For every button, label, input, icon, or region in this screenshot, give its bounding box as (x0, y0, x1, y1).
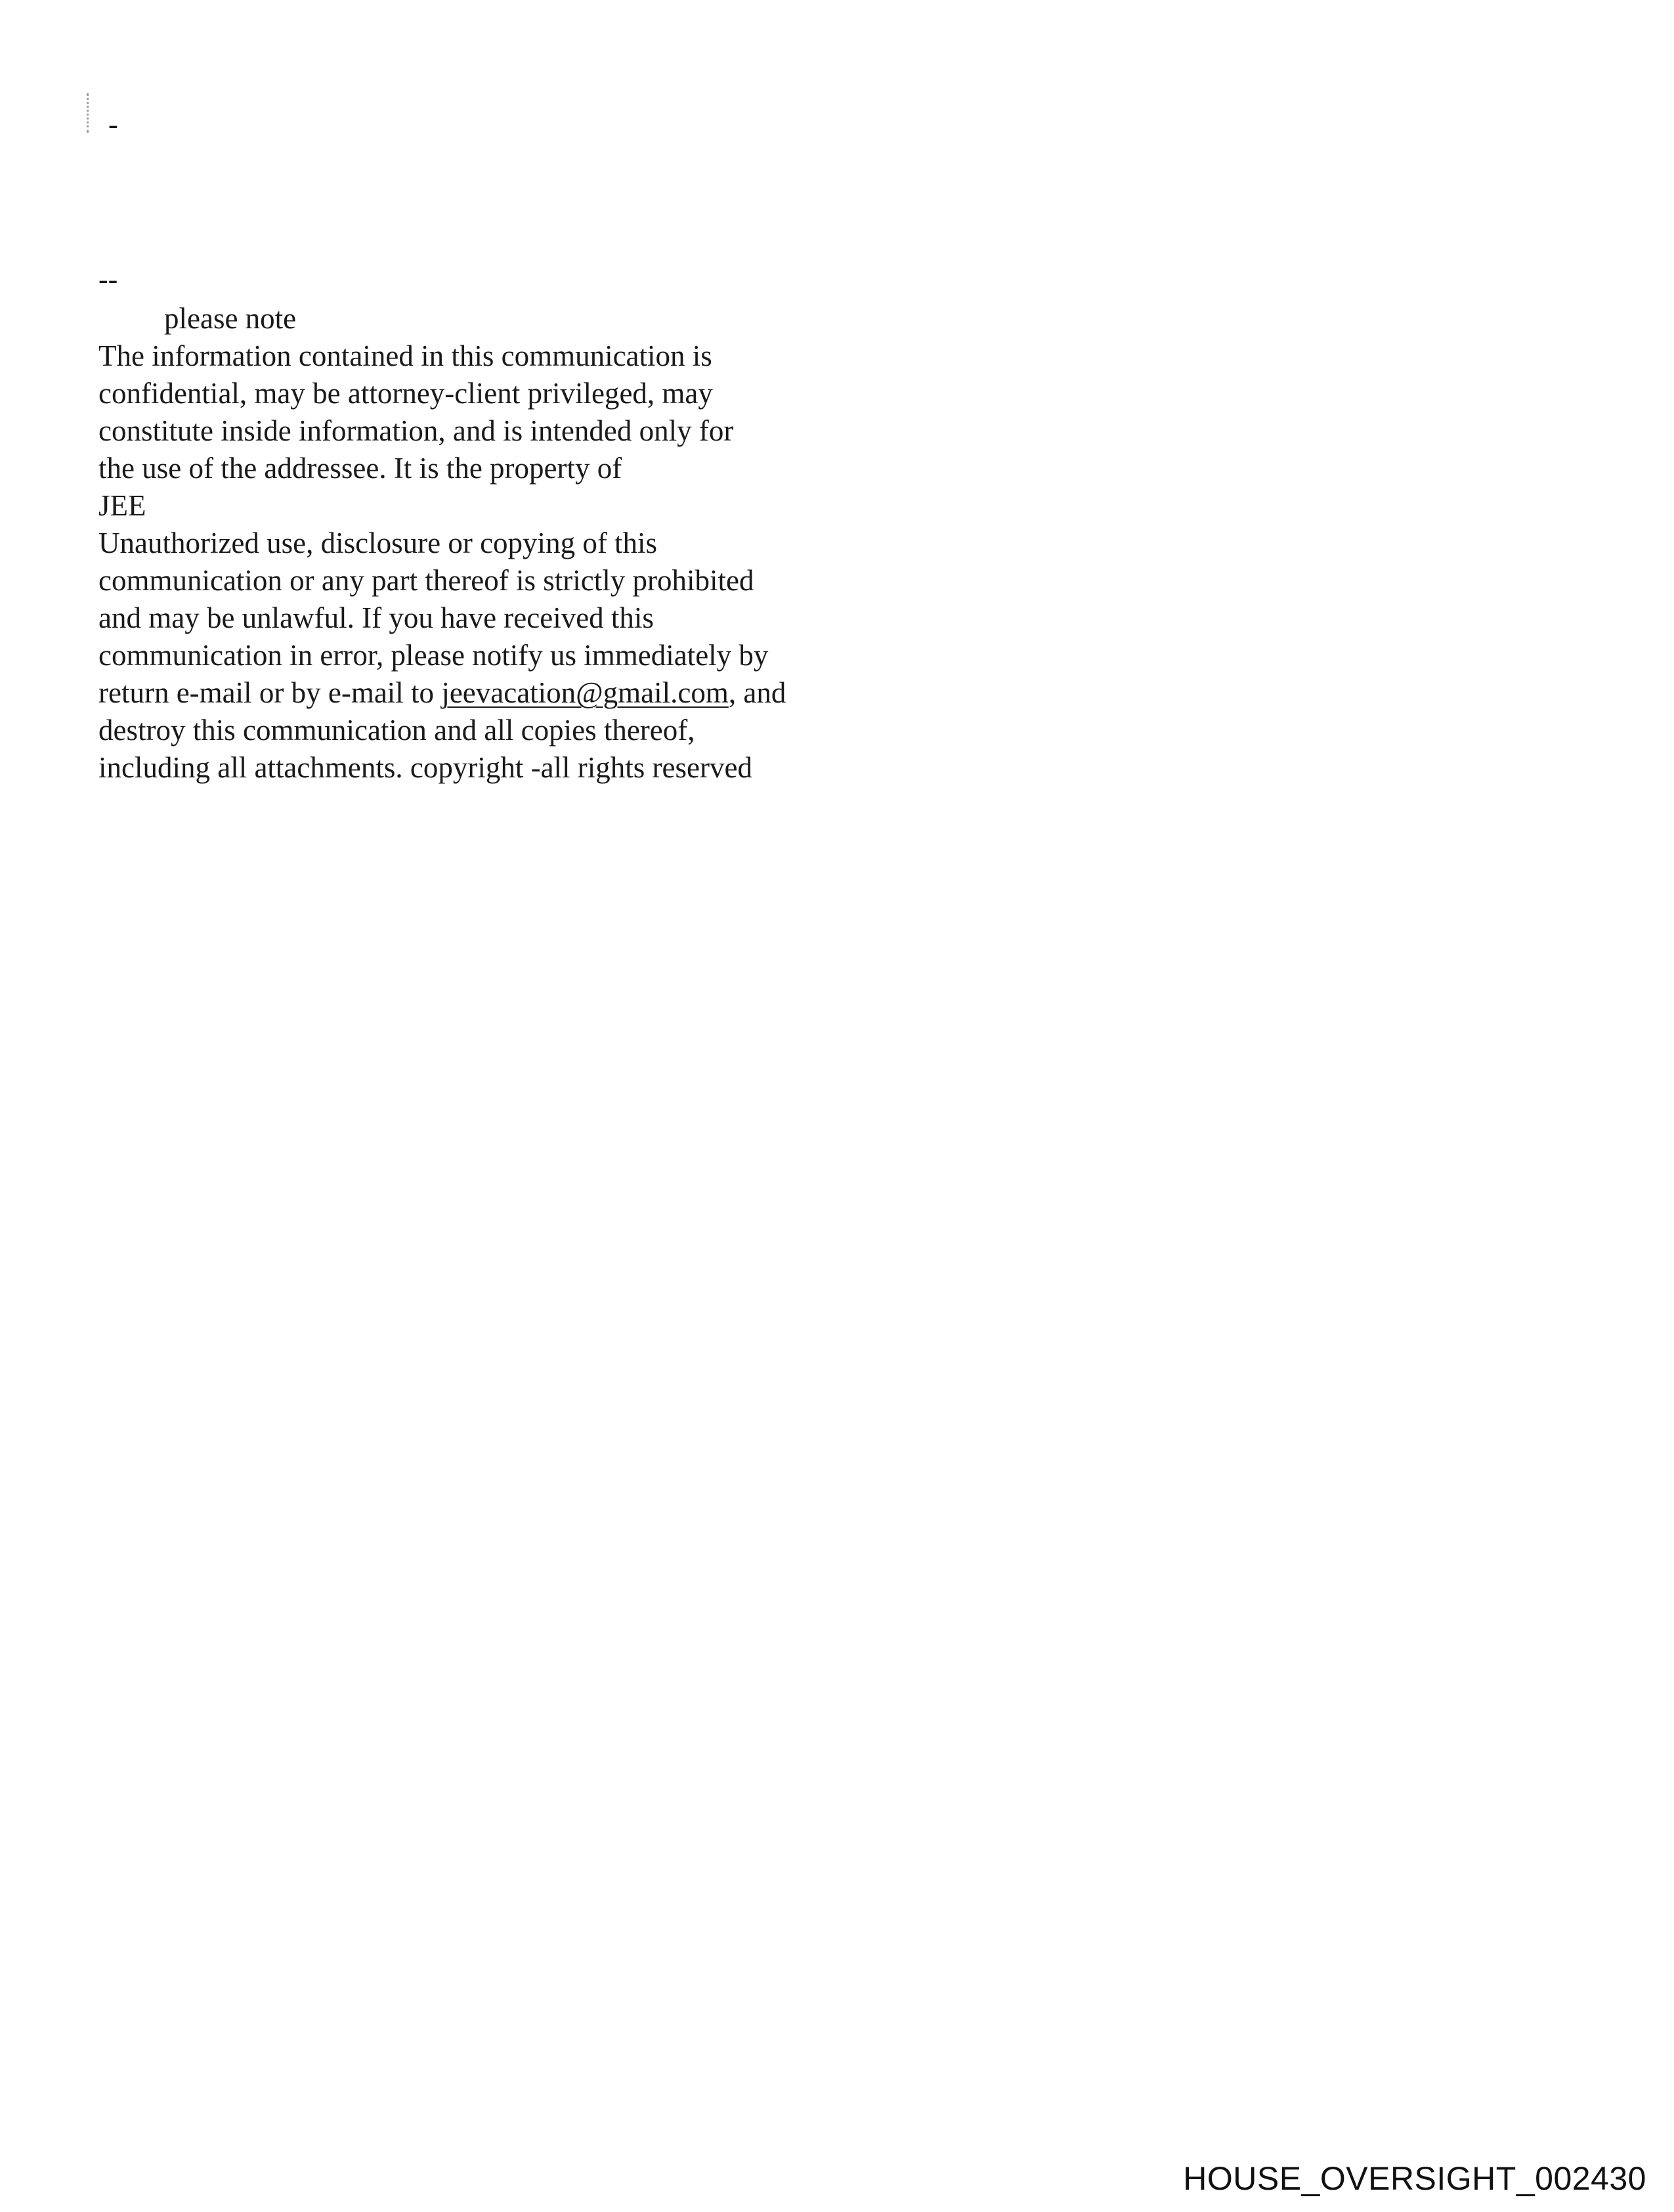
return-prefix: return e-mail or by e-mail to (98, 676, 442, 709)
confidentiality-notice (98, 300, 952, 787)
notice-line: Unauthorized use, disclosure or copying of this (98, 527, 658, 559)
notice-line: constitute inside information, and is intended only for (98, 414, 734, 447)
signature-separator: -- (98, 263, 118, 295)
notice-heading: please note (164, 302, 297, 335)
notice-line: The information contained in this communication is (98, 339, 712, 372)
notice-line: and may be unlawful. If you have received this (98, 601, 654, 634)
notice-line: confidential, may be attorney-client privileged, may (98, 377, 713, 410)
notice-line: including all attachments. copyright -all rights reserved (98, 751, 752, 784)
notice-line: communication in error, please notify us immediately by (98, 639, 769, 672)
notice-line-with-email (98, 674, 952, 712)
return-suffix: , and (728, 676, 786, 709)
notice-line: destroy this communication and all copies thereof, (98, 714, 695, 747)
quote-bar (87, 93, 89, 133)
email-link[interactable]: jeevacation@gmail.com (441, 676, 729, 709)
bates-number: HOUSE_OVERSIGHT_002430 (1183, 2160, 1646, 2197)
top-dash: - (108, 108, 118, 141)
notice-line: communication or any part thereof is strictly prohibited (98, 564, 754, 597)
notice-line: the use of the addressee. It is the property of (98, 452, 622, 485)
notice-line: JEE (98, 489, 146, 522)
